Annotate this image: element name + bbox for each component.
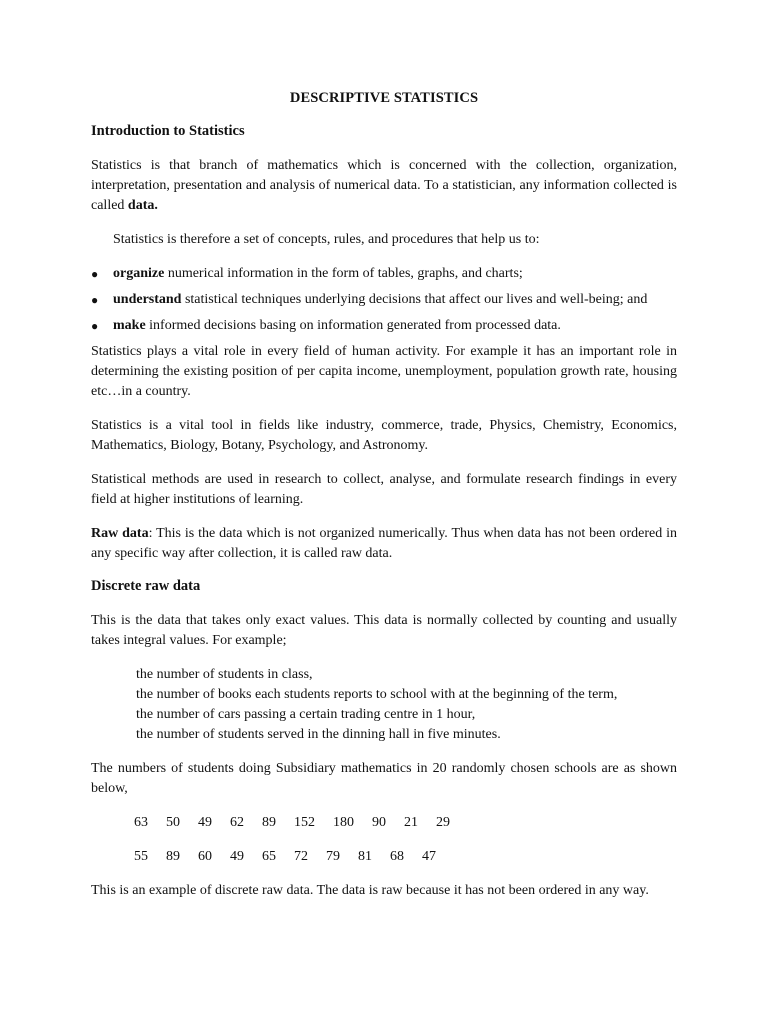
data-value: 63 bbox=[134, 815, 148, 830]
data-value: 79 bbox=[326, 849, 340, 864]
numbers-paragraph: The numbers of students doing Subsidiary mathematics in 20 randomly chosen schools are as shown below, bbox=[91, 761, 677, 796]
data-value: 90 bbox=[372, 815, 386, 830]
data-value: 152 bbox=[294, 815, 315, 830]
intro-paragraph-bold: data. bbox=[127, 198, 158, 213]
data-value: 89 bbox=[262, 815, 276, 830]
list-item bbox=[91, 316, 677, 336]
data-value: 65 bbox=[262, 849, 276, 864]
bullet-icon: ● bbox=[91, 293, 99, 307]
list-item: the number of students served in the dinning hall in five minutes. bbox=[136, 727, 501, 742]
bullet-text: statistical techniques underlying decisions that affect our lives and well-being; and bbox=[181, 292, 648, 307]
data-value: 72 bbox=[294, 849, 308, 864]
bullet-text: informed decisions basing on information generated from processed data. bbox=[145, 318, 561, 333]
raw-data-paragraph bbox=[91, 524, 677, 564]
set-paragraph: Statistics is therefore a set of concepts, rules, and procedures that help us to: bbox=[113, 232, 540, 247]
data-value: 60 bbox=[198, 849, 212, 864]
data-value: 55 bbox=[134, 849, 148, 864]
list-item: the number of cars passing a certain trading centre in 1 hour, bbox=[136, 707, 476, 722]
list-item: the number of books each students reports to school with at the beginning of the term, bbox=[136, 687, 618, 702]
methods-paragraph: Statistical methods are used in research to collect, analyse, and formulate research findings in every field at higher institutions of learning. bbox=[91, 472, 677, 507]
data-value: 49 bbox=[230, 849, 244, 864]
data-value: 47 bbox=[422, 849, 436, 864]
data-value: 49 bbox=[198, 815, 212, 830]
data-value: 180 bbox=[333, 815, 354, 830]
bullet-icon: ● bbox=[91, 319, 99, 333]
list-item: the number of students in class, bbox=[136, 667, 313, 682]
bullet-list bbox=[91, 264, 677, 336]
discrete-heading: Discrete raw data bbox=[91, 578, 201, 594]
bullet-bold: organize bbox=[113, 266, 165, 281]
list-item bbox=[91, 264, 677, 284]
page-title: DESCRIPTIVE STATISTICS bbox=[289, 90, 479, 106]
intro-paragraph-text: Statistics is that branch of mathematics which is concerned with the collection, organization, interpretation, presentation and analysis of numerical data. To a statistician, any information collected is called bbox=[91, 158, 677, 213]
bullet-text: numerical information in the form of tables, graphs, and charts; bbox=[164, 266, 523, 281]
data-row-1 bbox=[134, 813, 677, 833]
data-value: 68 bbox=[390, 849, 404, 864]
intro-heading: Introduction to Statistics bbox=[91, 123, 245, 139]
raw-data-definition: : This is the data which is not organized numerically. Thus when data has not been ordered in any specific way after collection, it is called raw data. bbox=[91, 526, 677, 561]
tool-paragraph: Statistics is a vital tool in fields like industry, commerce, trade, Physics, Chemistry, Economics, Mathematics, Biology, Botany, Psychology, and Astronomy. bbox=[91, 418, 677, 453]
data-row-2 bbox=[134, 847, 677, 867]
list-item bbox=[91, 290, 677, 310]
data-value: 89 bbox=[166, 849, 180, 864]
raw-data-term: Raw data bbox=[91, 526, 149, 541]
bullet-bold: make bbox=[113, 318, 146, 333]
bullet-bold: understand bbox=[113, 292, 182, 307]
data-value: 81 bbox=[358, 849, 372, 864]
bullet-icon: ● bbox=[91, 267, 99, 281]
data-value: 62 bbox=[230, 815, 244, 830]
discrete-paragraph: This is the data that takes only exact values. This data is normally collected by counting and usually takes integral values. For example; bbox=[91, 613, 677, 648]
intro-paragraph bbox=[91, 156, 677, 216]
examples-list bbox=[136, 665, 677, 745]
data-value: 21 bbox=[404, 815, 418, 830]
closing-paragraph: This is an example of discrete raw data. The data is raw because it has not been ordered in any way. bbox=[91, 883, 649, 898]
data-value: 29 bbox=[436, 815, 450, 830]
role-paragraph: Statistics plays a vital role in every field of human activity. For example it has an important role in determining the existing position of per capita income, unemployment, population growth rate, housing etc…in a country. bbox=[91, 344, 677, 399]
data-value: 50 bbox=[166, 815, 180, 830]
